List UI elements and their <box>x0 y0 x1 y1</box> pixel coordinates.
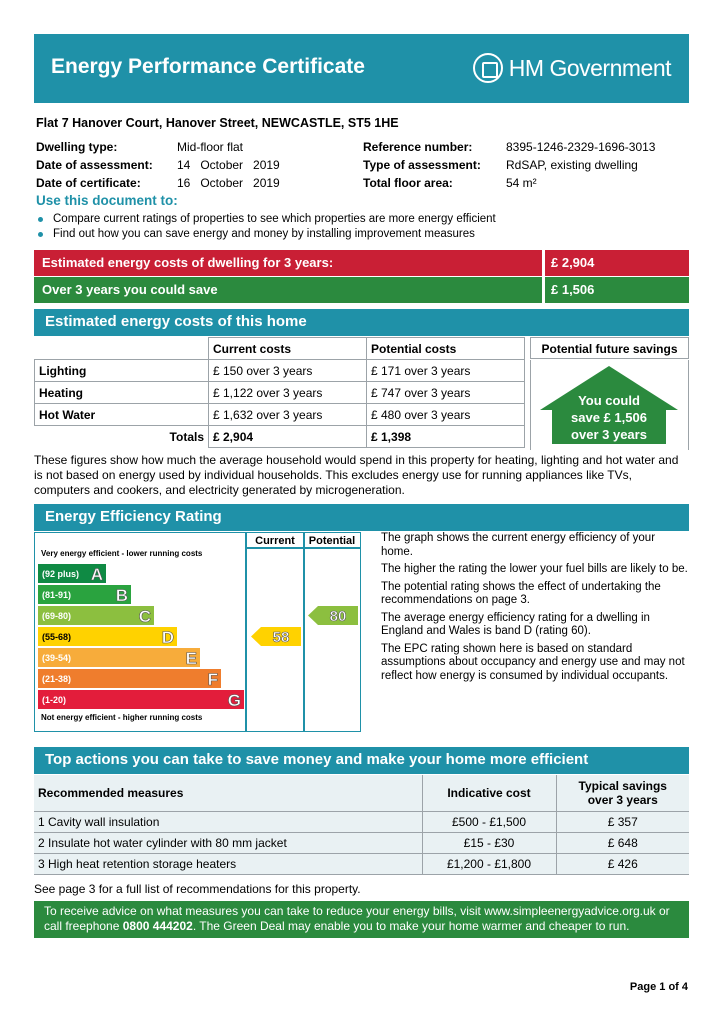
estimated-cost-bar <box>34 250 689 276</box>
potential-rating-value: 80 <box>329 608 347 625</box>
assessment-date-value: 14 October 2019 <box>177 158 280 172</box>
savings-line: over 3 years <box>571 427 647 442</box>
current-column-header: Current <box>255 535 295 547</box>
advice-banner <box>34 901 689 938</box>
reference-value: 8395-1246-2329-1696-3013 <box>506 140 656 154</box>
could-save-label: Over 3 years you could save <box>34 277 542 303</box>
reference-label: Reference number: <box>363 140 473 154</box>
rating-band-range: (92 plus) <box>42 569 80 579</box>
freephone-number: 0800 444202 <box>122 919 193 933</box>
bottom-rating-note: Not energy efficient - higher running costs <box>41 713 203 722</box>
row-label: Lighting <box>35 360 209 382</box>
cost-cell: £500 - £1,500 <box>422 811 556 832</box>
dwelling-type-value: Mid-floor flat <box>177 140 244 154</box>
measures-header: Recommended measures <box>34 775 422 811</box>
current-cost-cell: £ 150 over 3 years <box>209 360 367 382</box>
current-rating-value: 58 <box>272 629 290 646</box>
rating-band-letter: F <box>207 670 218 689</box>
house-savings-text <box>548 392 670 443</box>
current-cost-cell: £ 1,122 over 3 years <box>209 382 367 404</box>
rating-description-paragraph: The EPC rating shown here is based on standard assumptions about occupancy and energy use and may not reflect how energy is consumed by individual occupants. <box>381 642 685 682</box>
table-row <box>34 832 689 853</box>
rating-band-letter: B <box>115 586 128 605</box>
potential-cost-cell: £ 747 over 3 years <box>367 382 525 404</box>
potential-cost-cell: £ 480 over 3 years <box>367 404 525 426</box>
header-banner <box>34 34 689 103</box>
measure-cell: 3 High heat retention storage heaters <box>34 853 422 874</box>
assessment-type-label: Type of assessment: <box>363 158 481 172</box>
table-row <box>35 360 525 382</box>
hm-government-logo <box>473 53 671 83</box>
property-address: Flat 7 Hanover Court, Hanover Street, NEWCASTLE, ST5 1HE <box>36 116 399 130</box>
saving-cell: £ 426 <box>556 853 689 874</box>
rating-band-range: (21-38) <box>42 674 72 684</box>
current-cost-cell: £ 1,632 over 3 years <box>209 404 367 426</box>
floor-area-value: 54 m² <box>506 176 537 190</box>
advice-text: To receive advice on what measures you can take to reduce your energy bills, visit www.simpleenergyadvice.org.uk or call freephone <box>44 904 670 933</box>
table-row <box>35 404 525 426</box>
advice-text-end: . The Green Deal may enable you to make your home warmer and cheaper to run. <box>192 919 630 933</box>
totals-row <box>35 426 525 448</box>
rating-band-range: (55-68) <box>42 632 72 642</box>
actions-section-title: Top actions you can take to save money and make your home more efficient <box>34 747 689 774</box>
totals-current: £ 2,904 <box>209 426 367 448</box>
page-number: Page 1 of 4 <box>629 981 688 993</box>
use-list <box>36 212 496 242</box>
typical-savings-line: over 3 years <box>587 792 658 807</box>
estimated-cost-value: £ 2,904 <box>545 250 689 276</box>
could-save-bar <box>34 277 689 303</box>
typical-savings-line: Typical savings <box>578 778 667 793</box>
indicative-cost-header: Indicative cost <box>422 775 556 811</box>
use-list-item: Find out how you can save energy and money by installing improvement measures <box>36 227 496 242</box>
cost-cell: £15 - £30 <box>422 832 556 853</box>
table-row <box>34 811 689 832</box>
rating-band-range: (1-20) <box>42 695 67 705</box>
rating-band-range: (69-80) <box>42 611 72 621</box>
rating-band-range: (81-91) <box>42 590 72 600</box>
rating-description-paragraph: The average energy efficiency rating for a dwelling in England and Wales is band D (rating 60). <box>381 611 650 637</box>
current-costs-header: Current costs <box>209 338 367 360</box>
costs-table <box>34 337 525 448</box>
certificate-date-label: Date of certificate: <box>36 176 141 190</box>
future-savings-header: Potential future savings <box>530 337 689 359</box>
cost-cell: £1,200 - £1,800 <box>422 853 556 874</box>
row-label: Hot Water <box>35 404 209 426</box>
info-left <box>36 138 280 192</box>
rating-band-letter: D <box>161 628 174 647</box>
savings-line: You could <box>578 393 640 408</box>
rating-description-paragraph: The potential rating shows the effect of undertaking the recommendations on page 3. <box>381 580 661 606</box>
potential-costs-header: Potential costs <box>367 338 525 360</box>
saving-cell: £ 648 <box>556 832 689 853</box>
measure-cell: 1 Cavity wall insulation <box>34 811 422 832</box>
use-document-title: Use this document to: <box>36 193 178 208</box>
potential-cost-cell: £ 171 over 3 years <box>367 360 525 382</box>
saving-cell: £ 357 <box>556 811 689 832</box>
efficiency-rating-chart <box>34 532 361 732</box>
table-row <box>34 853 689 874</box>
brand-text: HM Government <box>508 54 671 81</box>
assessment-date-label: Date of assessment: <box>36 158 153 172</box>
floor-area-label: Total floor area: <box>363 176 453 190</box>
measure-cell: 2 Insulate hot water cylinder with 80 mm jacket <box>34 832 422 853</box>
rating-band-g <box>38 690 244 709</box>
savings-line: save £ 1,506 <box>571 410 647 425</box>
rating-description-paragraph: The higher the rating the lower your fuel bills are likely to be. <box>381 563 688 575</box>
use-list-item: Compare current ratings of properties to see which properties are more energy efficient <box>36 212 496 227</box>
costs-explanation: These figures show how much the average household would spend in this property for heating, lighting and hot water and is not based on energy used by individual households. This excludes energy use for running appliances like TVs, computers and cookers, and electricity generated by microgeneration. <box>34 453 679 497</box>
rating-band-letter: C <box>138 607 151 626</box>
document-title: Energy Performance Certificate <box>51 55 365 78</box>
costs-section-title: Estimated energy costs of this home <box>34 309 689 336</box>
rating-section-title: Energy Efficiency Rating <box>34 504 689 531</box>
could-save-value: £ 1,506 <box>545 277 689 303</box>
totals-potential: £ 1,398 <box>367 426 525 448</box>
info-right <box>363 138 655 192</box>
actions-table <box>34 775 689 875</box>
typical-savings-header <box>556 775 689 811</box>
royal-crest-icon <box>473 53 503 83</box>
potential-column-header: Potential <box>308 535 356 547</box>
assessment-type-value: RdSAP, existing dwelling <box>506 158 638 172</box>
totals-label: Totals <box>35 426 209 448</box>
rating-description <box>381 532 689 687</box>
rating-band-range: (39-54) <box>42 653 72 663</box>
rating-description-paragraph: The graph shows the current energy efficiency of your home. <box>381 532 656 558</box>
rating-band-letter: G <box>227 691 241 710</box>
certificate-date-value: 16 October 2019 <box>177 176 280 190</box>
estimated-cost-label: Estimated energy costs of dwelling for 3 years: <box>34 250 542 276</box>
top-rating-note: Very energy efficient - lower running costs <box>41 549 203 558</box>
rating-band-letter: A <box>90 565 103 584</box>
table-row <box>35 382 525 404</box>
rating-band-letter: E <box>185 649 197 668</box>
see-page-note: See page 3 for a full list of recommendations for this property. <box>34 882 361 896</box>
row-label: Heating <box>35 382 209 404</box>
dwelling-type-label: Dwelling type: <box>36 140 118 154</box>
